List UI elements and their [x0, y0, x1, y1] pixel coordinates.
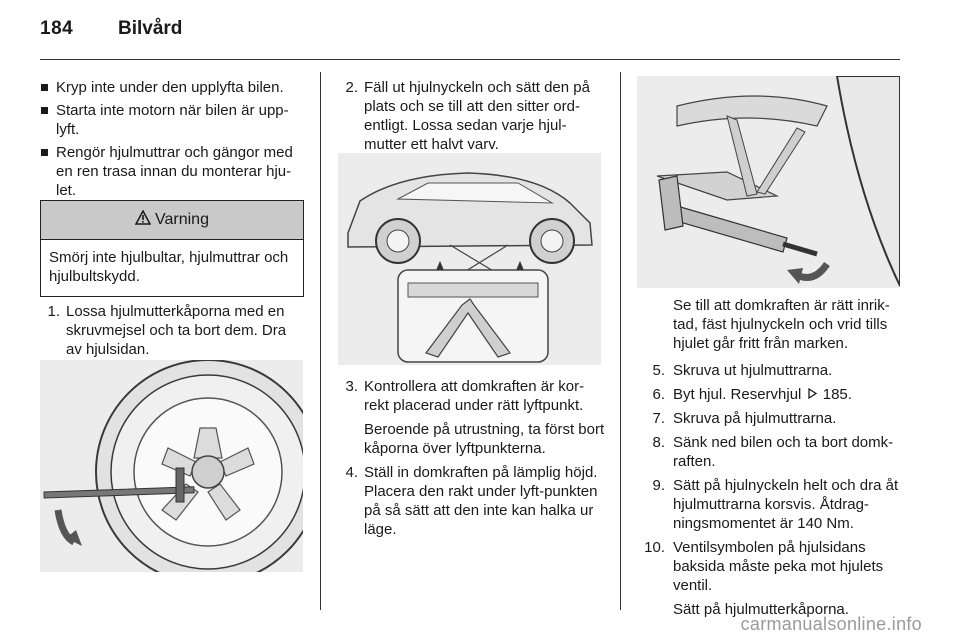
step-3 [338, 377, 606, 415]
step-2 [338, 78, 604, 154]
warning-box [40, 200, 304, 297]
step-number: 4. [345, 464, 358, 481]
step-number: 7. [652, 410, 665, 427]
step-text: Sätt på hjulnyckeln helt och dra åt hjulmuttrarna korsvis. Åtdrag-ningsmomentet är 140 Nm. [673, 477, 899, 532]
column-1-bullets [40, 78, 304, 204]
bullet-item: Starta inte motorn när bilen är upp-lyft. [40, 101, 304, 139]
step-number: 10. [644, 539, 665, 556]
step-8 [637, 433, 903, 471]
header-divider [40, 59, 900, 60]
step-text: Sänk ned bilen och ta bort domk-raften. [673, 434, 894, 470]
step-text: Skruva ut hjulmuttrarna. [673, 362, 833, 379]
bullet-item: Kryp inte under den upplyfta bilen. [40, 78, 304, 97]
step-6 [637, 385, 903, 404]
step-text: Kontrollera att domkraften är kor-rekt placerad under rätt lyftpunkt. [364, 378, 585, 414]
step-number: 3. [345, 378, 358, 395]
step-9 [637, 476, 903, 533]
warning-triangle-icon [135, 210, 151, 230]
warning-text: Smörj inte hjulbultar, hjulmuttrar och hjulbultskydd. [49, 249, 289, 285]
wheel-wrench-illustration [40, 360, 303, 572]
page-reference-icon [808, 385, 817, 404]
section-title: Bilvård [118, 18, 183, 39]
step-number: 1. [47, 303, 60, 320]
step-4 [338, 463, 606, 539]
step-1 [40, 302, 304, 359]
jack-closeup-illustration [637, 76, 900, 288]
step-3-note: Beroende på utrustning, ta först bort kåporna över lyftpunkterna. [364, 421, 605, 457]
step-text: Byt hjul. Reservhjul [673, 386, 802, 403]
step-number: 2. [345, 79, 358, 96]
step-text: Ventilsymbolen på hjulsidans baksida måste peka mot hjulets ventil. [673, 539, 884, 594]
page-reference-link[interactable]: 185. [822, 386, 852, 403]
final-note: Sätt på hjulmutterkåporna. [673, 601, 849, 618]
watermark: carmanualsonline.info [740, 614, 922, 634]
car-jack-illustration [338, 153, 601, 365]
column-2-bottom [338, 377, 606, 544]
step-number: 6. [652, 386, 665, 403]
jack-alignment-note: Se till att domkraften är rätt inrik-tad, fäst hjulnyckeln och vrid tills hjulet går fritt från marken. [673, 297, 890, 352]
step-text: Skruva på hjulmuttrarna. [673, 410, 837, 427]
step-10 [637, 538, 903, 595]
column-1-steps [40, 302, 304, 364]
warning-title: Varning [155, 211, 209, 228]
page-number: 184 [40, 18, 74, 39]
step-text: Ställ in domkraften på lämplig höjd. Placera den rakt under lyft-punkten på så sätt att den inte kan halka ur läge. [364, 464, 598, 538]
step-number: 5. [652, 362, 665, 379]
bullet-item: Rengör hjulmuttrar och gängor med en ren trasa innan du monterar hju-let. [40, 143, 304, 200]
column-3 [637, 296, 903, 624]
step-number: 8. [652, 434, 665, 451]
column-divider-1 [320, 72, 321, 610]
step-text: Lossa hjulmutterkåporna med en skruvmejsel och ta bort dem. Dra av hjulsidan. [66, 303, 287, 358]
step-number: 9. [652, 477, 665, 494]
step-text: Fäll ut hjulnyckeln och sätt den på plats och se till att den sitter ord-entligt. Lossa sedan varje hjul-mutter ett halvt varv. [364, 79, 590, 153]
step-5 [637, 361, 903, 380]
warning-header [41, 201, 303, 240]
column-2-top [338, 78, 604, 159]
column-divider-2 [620, 72, 621, 610]
step-7 [637, 409, 903, 428]
